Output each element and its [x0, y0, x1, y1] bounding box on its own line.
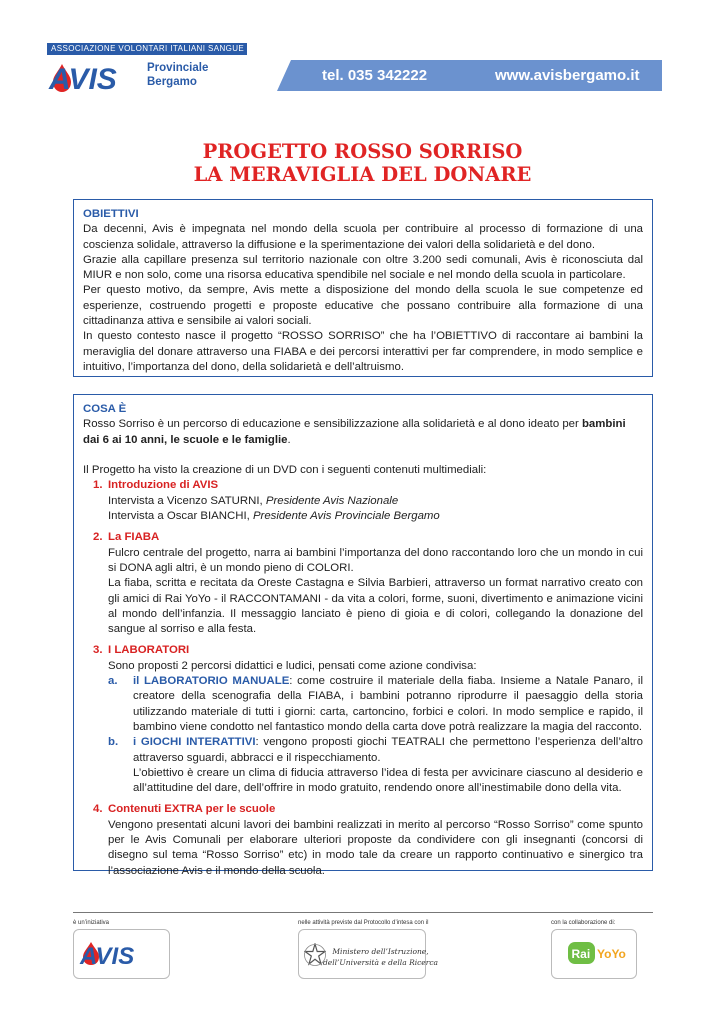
website-link[interactable]: www.avisbergamo.it — [495, 67, 640, 84]
dvd-paragraph: Il Progetto ha visto la creazione di un DVD con i seguenti contenuti multimediali: — [83, 464, 487, 477]
item-title: Contenuti EXTRA per le scuole — [108, 803, 276, 816]
rai-yoyo-logo — [552, 930, 636, 978]
list-item — [83, 530, 643, 637]
item-paragraph: Vengono presentati alcuni lavori dei bambini realizzati in merito al percorso “Rosso Sorriso” come spunto per le Avis Comunali per elaborare ulteriori proposte da condividere con gli insegnanti (concorsi di disegno sul tema “Rosso Sorriso” etc) in modo tale da creare un rapporto continuativo e sinergico tra l’associazione Avis e il mondo della scuola. — [108, 818, 643, 877]
item-paragraph: Sono proposti 2 percorsi didattici e ludici, pensati come azione condivisa: — [108, 659, 477, 672]
sub-item-title: il LABORATORIO MANUALE — [133, 675, 290, 688]
rai-text: Rai — [571, 947, 591, 961]
item-number: 1. — [93, 479, 103, 492]
item-number: 3. — [93, 644, 103, 657]
sub-item-letter: a. — [108, 675, 118, 688]
initiative-caption: è un’iniziativa — [73, 920, 110, 926]
rai-yoyo-logo-box — [551, 929, 637, 979]
avis-logo — [47, 60, 137, 94]
item-number: 4. — [93, 803, 103, 816]
item-title: I LABORATORI — [108, 644, 190, 657]
item-paragraph: La fiaba, scritta e recitata da Oreste Castagna e Silvia Barbieri, attraverso un format narrativo creato con gli amici di Rai YoYo - il RACCONTAMANI - da vita a colori, forme, suoni, divertimento e animazione vicini al mondo dell’infanzia. Il messaggio lanciato è pieno di gioia e di colori, collegando la donazione del sangue al sorriso e alla festa. — [108, 577, 643, 636]
list-item — [83, 643, 643, 796]
intro-end: . — [287, 433, 291, 446]
sub-item-letter: b. — [108, 736, 119, 749]
page-subtitle: LA MERAVIGLIA DEL DONARE — [193, 163, 532, 186]
ministry-name — [323, 946, 438, 968]
footer-divider — [73, 912, 653, 913]
objectives-section — [73, 199, 653, 377]
item-title: Introduzione di AVIS — [108, 479, 219, 492]
avis-footer-logo — [74, 930, 169, 978]
list-item — [83, 802, 643, 878]
what-is-section — [73, 394, 653, 877]
objectives-paragraph: In questo contesto nasce il progetto “ROSSO SORRISO” che ha l’OBIETTIVO di raccontare ai bambini la meraviglia del donare attraverso una FIABA e dei percorsi interattivi per far comprendere, in modo semplice e intuitivo, l’importanza del dono, della solidarietà e dell’altruismo. — [83, 330, 643, 373]
interview-name: Intervista a Vicenzo SATURNI, — [108, 494, 266, 507]
ministry-line: dell’Università e della Ricerca — [323, 958, 439, 967]
item-paragraph: Fulcro centrale del progetto, narra ai bambini l’importanza del dono raccontando loro che un mondo in cui si DONA agli altri, è un mondo pieno di COLORI. — [108, 546, 643, 574]
objectives-paragraph: Da decenni, Avis è impegnata nel mondo della scuola per contribuire al processo di formazione di una coscienza solidale, attraverso la diffusione e la sperimentazione dei valori della solidarietà e del dono. — [83, 223, 643, 251]
list-item — [83, 478, 643, 524]
objectives-heading: OBIETTIVI — [83, 208, 139, 220]
avis-footer-logo-box — [73, 929, 170, 979]
protocol-caption: nelle attività previste dal Protocollo d’intesa con il — [298, 920, 429, 926]
association-banner: ASSOCIAZIONE VOLONTARI ITALIANI SANGUE — [47, 43, 247, 55]
interview-name: Intervista a Oscar BIANCHI, — [108, 510, 253, 523]
intro-target: bambini dai 6 ai 10 anni, le scuole e le famiglie — [83, 418, 626, 446]
yoyo-text: YoYo — [597, 947, 626, 961]
what-is-heading: COSA È — [83, 403, 127, 415]
objectives-paragraph: Grazie alla capillare presenza sul territorio nazionale con oltre 3.200 sedi comunali, Avis è riconosciuta dal MIUR e non solo, come una risorsa educativa spendibile nel sociale e nel mondo della scuola in particolare. — [83, 253, 643, 282]
sub-item-text: : vengono proposti giochi TEATRALI che permettono l’esperienza dell’altro attraverso sguardi, abbracci e il rispecchiamento. — [133, 736, 644, 764]
provincial-label — [147, 61, 208, 89]
footer-logo-wordmark: AVIS — [80, 943, 135, 970]
interview-line — [108, 509, 643, 524]
intro-text: Rosso Sorriso è un percorso di educazione e sensibilizzazione alla solidarietà e al dono ideato per — [83, 418, 582, 431]
sub-item — [108, 735, 643, 796]
interview-line — [108, 494, 643, 509]
collaboration-caption: con la collaborazione di: — [551, 920, 616, 926]
sub-item-text: : come costruire il materiale della fiaba. Insieme a Natale Panaro, il creatore della scenografia della FIABA, i bambini potranno riprodurre il paesaggio della storia utilizzando materiale di tutti i giorni: carta, cartoncino, forbici e colori. In modo semplice e rapido, il bambino viene condotto nel fantastico mondo della carta dove potrà realizzare la magia del racconto. — [133, 675, 643, 733]
sub-item-title: i GIOCHI INTERATTIVI — [133, 736, 256, 749]
item-number: 2. — [93, 531, 103, 544]
provinciale-text: Provinciale — [147, 62, 209, 74]
interview-role: Presidente Avis Provinciale Bergamo — [252, 510, 440, 523]
page-title: PROGETTO ROSSO SORRISO — [202, 140, 523, 163]
interview-role: Presidente Avis Nazionale — [265, 494, 399, 507]
objectives-paragraph: Per questo motivo, da sempre, Avis mette a disposizione del mondo della scuola le sue competenze ed esperienze, costruendo progetti e proposte educative che possano contribuire alla formazione di una cittadinanza attiva e sensibile ai valori sociali. — [83, 284, 643, 328]
sub-item — [108, 674, 643, 735]
ministry-line: Ministero dell’Istruzione, — [332, 947, 429, 956]
city-text: Bergamo — [147, 76, 197, 88]
logo-wordmark: AVIS — [49, 63, 117, 94]
intro-paragraph — [83, 417, 643, 448]
phone-number[interactable]: tel. 035 342222 — [322, 67, 428, 84]
item-title: La FIABA — [108, 531, 160, 544]
sub-item-text: L’obiettivo è creare un clima di fiducia attraverso l’idea di festa per avvicinare ciascuno al desiderio e all’attitudine del dare, dell’offrire in modo gratuito, rendendo onore all’inestimabile dono della vita. — [133, 766, 643, 795]
